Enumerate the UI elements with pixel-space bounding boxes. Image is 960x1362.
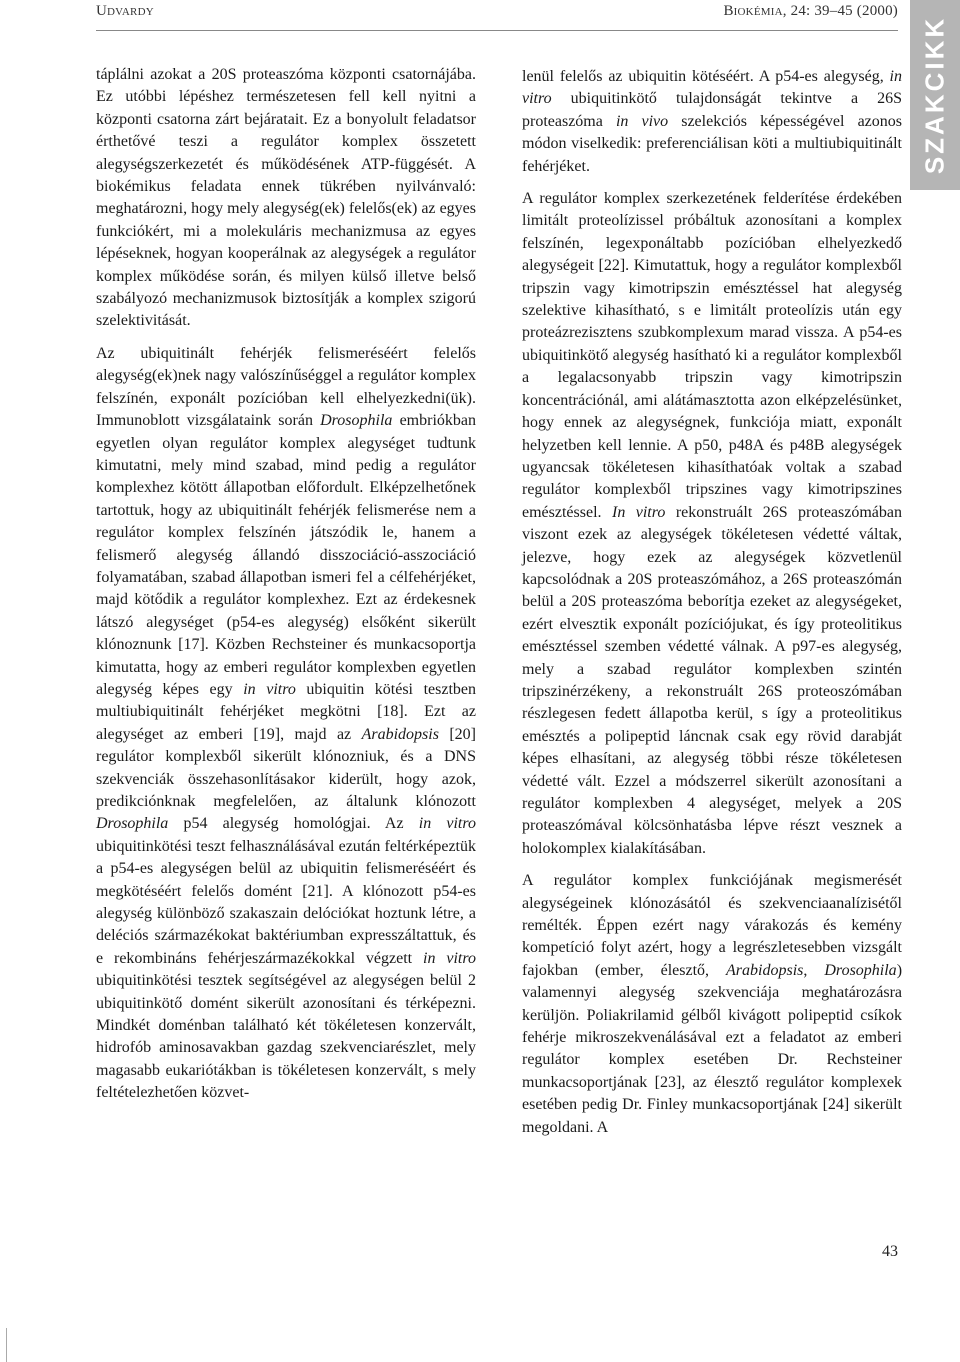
text-run: ubiquitinkötési teszt felhasználásával ezután feltérképeztük a p54-es alegységen belül az ubiquitin felismeréséért és megkötéséért felelős domént [21]. A klónozott p54-es alegység különböző szakaszain delóciókat hoztunk létre, a deléciós származékokat baktériumban expresszáltattuk, és e rekombináns fehérjeszármazékokkal végzett (96, 837, 476, 967)
running-head-author: Udvardy (96, 3, 154, 19)
text-run: [20] regulátor komplexből sikerült klónozniuk, és a DNS szekvenciák összehasonlításakor kiderült, hogy azok, predikciónknak megfelelően, az általunk klónozott (96, 725, 477, 810)
right-column (522, 66, 902, 1149)
paragraph (96, 64, 476, 333)
text-run: rekonstruált 26S proteaszómában viszont ezek az alegységek tökéletesen védetté váltak, jelezve, hogy ezek az alegységek közvetlenül kapcsolódnak a 20S proteaszómához, a 26S proteaszómán belül a 20S proteaszóma beborítja ezeket az alegységeket, ezért elvesztik exponált pozíciójukat, és így proteolitikus emésztéssel szemben védetté válnak. A p97-es alegység, mely a szabad regulátor komplexben szintén tripszinérzékeny, a rekonstruált 26S proteoszómában részlegesen fedett állapotba kerül, s így a proteolitikus emésztés a polipeptid láncnak csak egy rövid darabját képes elhasítani, az alegység többi része tökéletesen védetté vált. Ezzel a módszerrel sikerült azonosítani a regulátor komplexben 4 alegységet, melyek a 20S proteaszómával kölcsönhatásba lépve részt vesznek a holokomplex kialakításában. (522, 503, 903, 857)
left-column (96, 64, 476, 1115)
italic-term: Drosophila (96, 815, 169, 833)
text-run: , (803, 961, 825, 979)
italic-term: in vivo (615, 112, 669, 130)
section-tab (910, 0, 960, 190)
italic-term: In vitro (611, 503, 666, 521)
header-rule (96, 30, 898, 31)
text-run: lenül felelős az ubiquitin kötéséért. A p54-es alegység, (522, 68, 890, 85)
paragraph (96, 343, 476, 1105)
text-run: táplálni azokat a 20S proteaszóma központi csatornájába. Ez utóbbi lépéshez természetesen fell kell nyitni a központi csatorna zárt bejáratait. Ez a bonyolult feladatsor érthetővé teszi a regulátor komplex összetett alegységszerkezetét és működésének ATP-függését. A biokémikus feladata ennek tükrében nyilvánvaló: meghatározni, hogy mely alegység(ek) felelős(ek) az egyes funkciókért, mi a molekuláris mechanizmusa az egyes lépéseknek, hogyan kooperálnak az alegységek a regulátor komplex működése során, és milyen külső illetve belső szabályozó mechanizmusok biztosítják a komplex szigorú szelektivitását. (96, 66, 476, 330)
text-run: p54 alegység homológjai. Az (168, 815, 419, 833)
text-run: embriókban egyetlen olyan regulátor komplex alegységet tudtunk kimutatni, mely mind szabad, mind pedig a regulátor komplexhez kötött állapotban előfordult. Elképzelhetőnek tartottuk, hogy az ubiquitinált fehérjék felismerése nem a regulátor komplex felszínén játszódik le, hanem a felismerő alegység állandó disszociáció-asszociáció folyamatában, szabad állapotban ismeri fel a célfehérjéket, majd kötődik a regulátor komplexhez. Ezt az érdekesnek látszó alegységet (p54-es alegység) elsőként sikerült klónoznunk [17]. Közben Rechsteiner és munkacsoportja kimutatta, hogy az emberi regulátor komplexben egyetlen alegység képes egy (96, 412, 477, 698)
text-run: ubiquitin kötési tesztben multiubiquitinált fehérjéket megkötni [18]. Ezt az alegységet az emberi [19], majd az (96, 680, 476, 743)
running-head-journal: Biokémia, 24: 39–45 (2000) (723, 3, 898, 19)
text-run: ubiquitinkötési tesztek segítségével az alegységen belül 2 ubiquitinkötő domént sikerült azonosítani és térképezni. Mindkét doménban található két tökéletesen konzervált, hidrofób aminosavakban gazdag szekvenciarészlet, mely magasabb eukariótákban is tökéletesen konzervált, s mely feltételezhetően közvet- (96, 972, 476, 1102)
page-number: 43 (882, 1243, 898, 1260)
italic-term: Arabidopsis (726, 961, 804, 979)
text-run: ) valamennyi alegység szekvenciája meghatározásra kerüljön. Poliakrilamid gélből kivágott polipeptid csíkok fehérje mikroszekvenálásával ezt a feladatot az emberi regulátor komplex esetében Dr. Rechsteiner munkacsoportjának [23], az élesztő regulátor komplexek esetében pedig Dr. Finley munkacsoportjának [24] sikerült megoldani. A (522, 961, 903, 1136)
section-tab-label: SZAKCIKK (919, 15, 950, 175)
text-run: Az ubiquitinált fehérjék felismeréséért felelős alegység(ek)nek nagy valószínűséggel a regulátor komplex felszínén, exponált pozícióban kell elhelyezkedni(ük). Immunoblott vizsgálataink során (96, 344, 476, 430)
text-run: szelekciós képességével azonos módon viselkedik: preferenciálisan köti a multiubiquitinált fehérjéket. (522, 112, 902, 175)
text-run: A regulátor komplex szerkezetének felderítése érdekében limitált proteolízissel próbáltuk azonosítani a komplex felszínén, legexponáltabb pozícióban elhelyezkedő alegységeit [22]. Kimutattuk, hogy a regulátor komplexből tripszin vagy kimotripszin emésztéssel hat alegység szelektive kihasítható, s e limitált proteolízis után egy proteázrezisztens szubkomplexum marad vissza. A p54-es ubiquitinkötő alegység hasítható ki a regulátor komplexből a legalacsonyabb tripszin vagy kimotripszin koncentrációnál, ami alátámasztotta azon elképzelésünket, hogy ennek az alegységnek, funkciója miatt, exponált helyzetben kell lennie. A p50, p48A és p48B alegységek ugyancsak tökéletesen kihasíthatóak voltak a szabad regulátor komplexből tripszines vagy kimotripszines emésztéssel. (522, 190, 902, 521)
margin-mark (6, 1328, 7, 1362)
italic-term: Drosophila (824, 961, 897, 979)
italic-term: in vitro (522, 68, 902, 108)
italic-term: Arabidopsis (361, 725, 439, 743)
text-run: A regulátor komplex funkciójának megismerését alegységeinek klónozásától és szekvenciaanalízisétől remélték. Éppen ezért nagy várakozás és kemény kompetíció folyt azért, hogy a legrészletesebben vizsgált fajokban (ember, élesztő, (522, 872, 902, 979)
paragraph (522, 188, 902, 860)
text-run: ubiquitinkötő tulajdonságát tekintve a 26S proteaszóma (522, 90, 902, 130)
paragraph (522, 870, 902, 1139)
italic-term: in vitro (243, 680, 296, 698)
italic-term: in vitro (418, 815, 476, 833)
paragraph (522, 66, 902, 178)
italic-term: Drosophila (320, 412, 393, 430)
italic-term: in vitro (423, 949, 477, 967)
